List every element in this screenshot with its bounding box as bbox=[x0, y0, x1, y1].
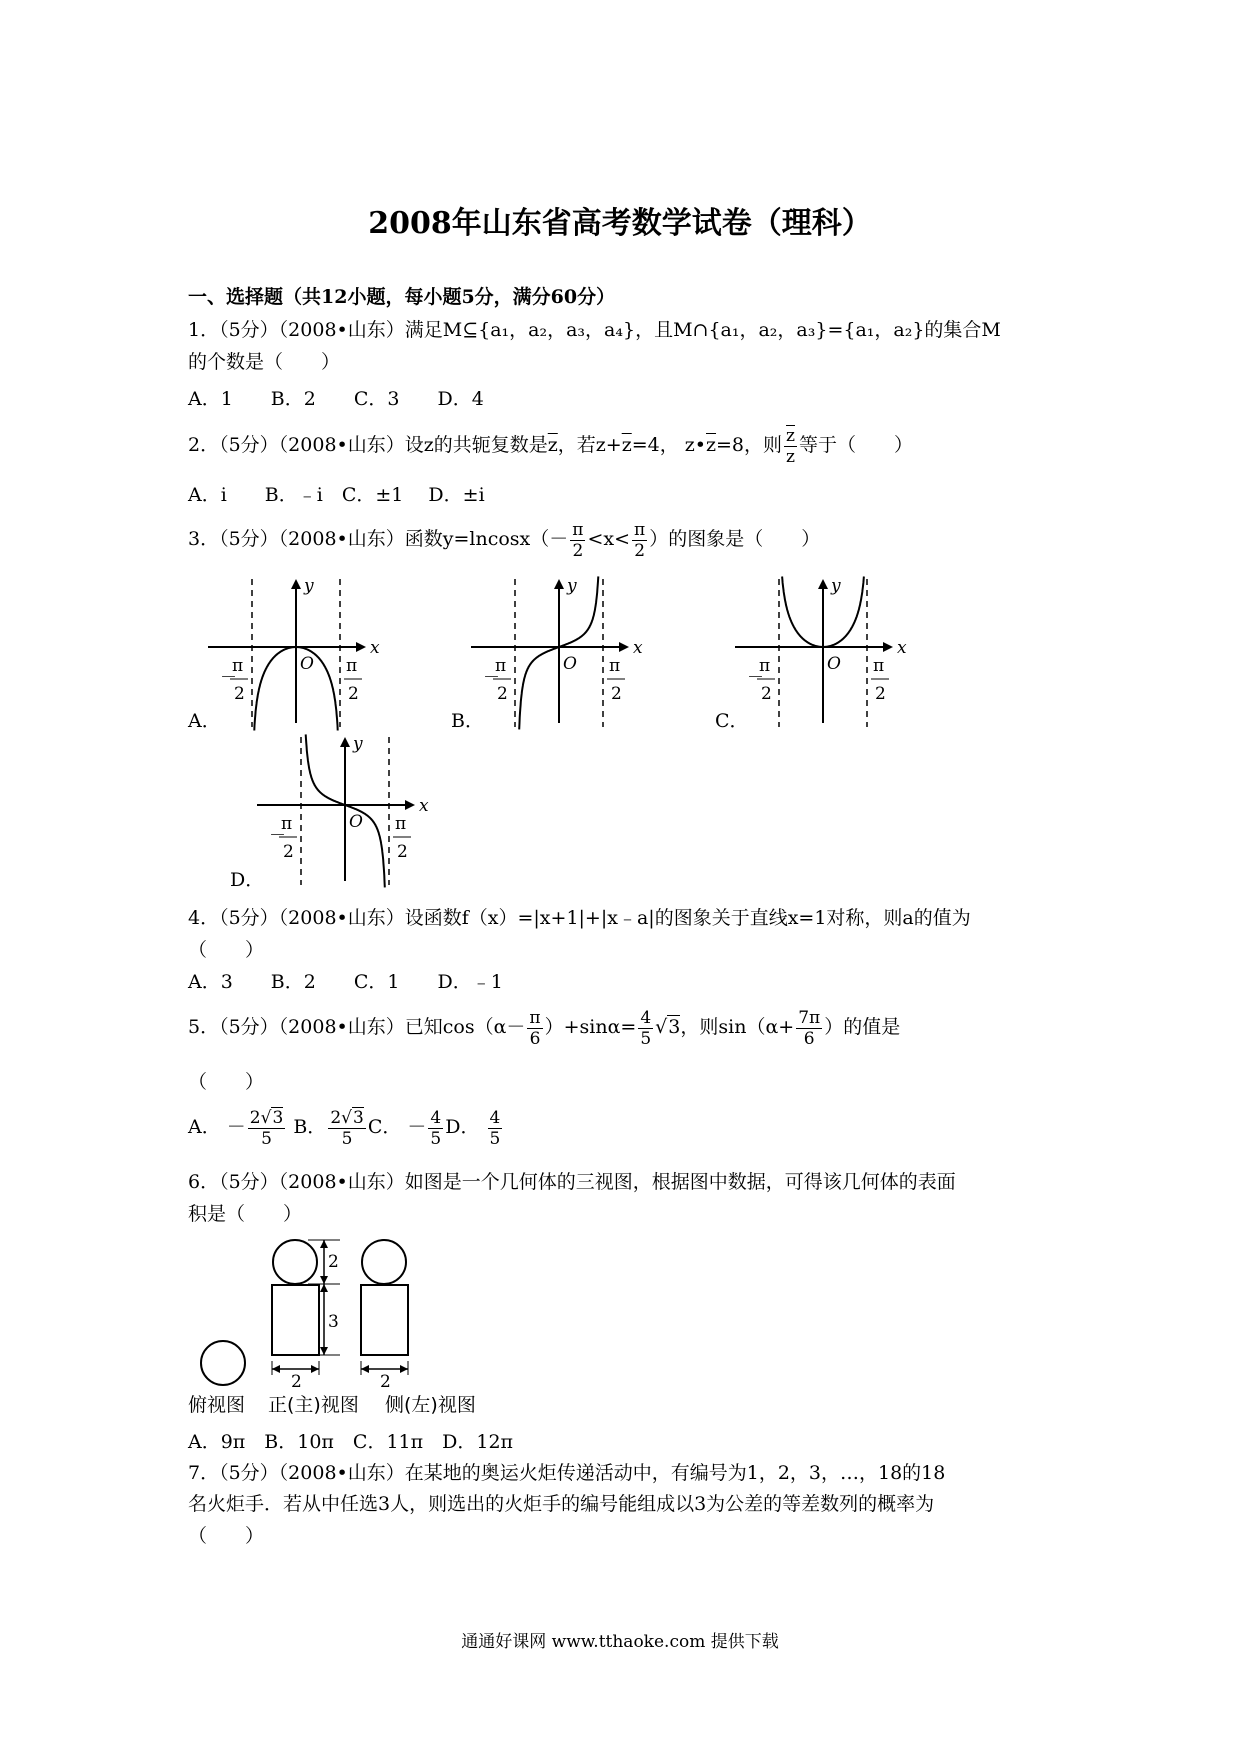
q3-graph-c bbox=[715, 575, 955, 739]
q4-line2: （ ） bbox=[188, 939, 265, 961]
q3-stem: 3．（5分）（2008•山东）函数y=lncosx（－ $\frac{\pi}{2}$ <x< $\frac{\pi}{2}$ ）的图象是（ ） bbox=[188, 519, 821, 561]
q6-options: A．9π B．10π C．11π D．12π bbox=[188, 1431, 514, 1453]
origin-label: O bbox=[563, 654, 577, 674]
neg-sign: － bbox=[220, 668, 237, 688]
q2-suffix: 等于（ ） bbox=[799, 434, 914, 456]
pi-right: π bbox=[346, 656, 358, 676]
section-heading: 一、选择题（共12小题，每小题5分，满分60分） bbox=[188, 286, 616, 308]
pi-right: π bbox=[873, 656, 885, 676]
front-view-cylinder bbox=[272, 1285, 319, 1355]
q7-line3: （ ） bbox=[188, 1525, 265, 1547]
three-views-diagram bbox=[188, 1235, 508, 1415]
x-axis-arrow bbox=[356, 642, 366, 652]
y-axis-label: y bbox=[304, 576, 314, 596]
q1-line1: 1．（5分）（2008•山东）满足M⊆{a₁，a₂，a₃，a₄}，且M∩{a₁，a₂，a₃}={a₁，a₂}的集合M bbox=[188, 319, 1001, 341]
pi-left: π bbox=[281, 814, 293, 834]
q3-label-a: A． bbox=[188, 710, 221, 732]
q3-frac-right: $\frac{\pi}{2}$ bbox=[634, 519, 646, 561]
q5-options: A． － $\frac{2√3}{5}$ B． $\frac{2√3}{5}$ C． － $\frac{4}{5}$ D． $\frac{4}{5}$ bbox=[188, 1107, 501, 1149]
y-axis-label: y bbox=[567, 576, 577, 596]
origin-label: O bbox=[349, 812, 363, 832]
pi-left: π bbox=[232, 656, 244, 676]
q3-label-c: C． bbox=[715, 710, 749, 732]
two-left: 2 bbox=[234, 684, 245, 704]
two-right: 2 bbox=[611, 684, 622, 704]
two-right: 2 bbox=[348, 684, 359, 704]
q3-label-b: B． bbox=[451, 710, 484, 732]
two-left: 2 bbox=[283, 842, 294, 862]
x-axis-arrow bbox=[405, 800, 415, 810]
q2-stem: 2．（5分）（2008•山东）设z的共轭复数是$\overline{z}$，若$z+\overline{z}=4$， $z•\overline{z}=8$，则 $\frac{\overline{z}}{z}$ 等于（ ） bbox=[188, 425, 914, 467]
pi-right: π bbox=[395, 814, 407, 834]
graph-b bbox=[451, 575, 691, 735]
y-axis-arrow bbox=[818, 579, 828, 589]
page-title: 2008年山东省高考数学试卷（理科） bbox=[368, 206, 872, 241]
q3-graph-a bbox=[188, 575, 428, 739]
pi-left: π bbox=[759, 656, 771, 676]
caption-top-view: 俯视图 bbox=[188, 1394, 246, 1416]
caption-side-view: 侧(左)视图 bbox=[385, 1394, 476, 1416]
x-axis-arrow bbox=[883, 642, 893, 652]
q5-line2: （ ） bbox=[188, 1071, 265, 1093]
q7-line2: 名火炬手．若从中任选3人，则选出的火炬手的编号能组成以3为公差的等差数列的概率为 bbox=[188, 1493, 935, 1515]
graph-d bbox=[237, 733, 477, 893]
graph-c bbox=[715, 575, 955, 735]
q3-label-d: D． bbox=[230, 869, 265, 891]
q2-fraction: $\frac{\overline{z}}{z}$ bbox=[786, 425, 795, 467]
side-view-cylinder bbox=[361, 1285, 408, 1355]
q2-mid1: ，若z+ bbox=[557, 434, 622, 456]
x-axis-arrow bbox=[619, 642, 629, 652]
q1-line2: 的个数是（ ） bbox=[188, 351, 341, 373]
front-view-sphere bbox=[273, 1240, 317, 1284]
neg-sign: － bbox=[747, 668, 764, 688]
q6-line1: 6．（5分）（2008•山东）如图是一个几何体的三视图，根据图中数据，可得该几何体的表面 bbox=[188, 1171, 956, 1193]
dim-front-w: 2 bbox=[291, 1372, 302, 1392]
q2-zbar-2: $\overline{z}$ bbox=[621, 434, 632, 456]
q2-prefix: 2．（5分）（2008•山东）设z的共轭复数是 bbox=[188, 434, 548, 456]
origin-label: O bbox=[300, 654, 314, 674]
two-right: 2 bbox=[875, 684, 886, 704]
pi-right: π bbox=[609, 656, 621, 676]
q2-zbar-3: $\overline{z}$ bbox=[706, 434, 717, 456]
two-right: 2 bbox=[397, 842, 408, 862]
q3-frac-left: $\frac{\pi}{2}$ bbox=[572, 519, 584, 561]
q4-options: A．3 B．2 C．1 D．﹣1 bbox=[188, 971, 503, 993]
dim-side-w: 2 bbox=[380, 1372, 391, 1392]
q6-line2: 积是（ ） bbox=[188, 1203, 303, 1225]
q2-mid2: =4， z bbox=[631, 434, 695, 456]
q2-zbar: $\overline{z}$ bbox=[547, 434, 558, 456]
q4-line1: 4．（5分）（2008•山东）设函数f（x）=|x+1|+|x﹣a|的图象关于直线x=1对称，则a的值为 bbox=[188, 907, 971, 929]
x-axis-label: x bbox=[897, 638, 907, 658]
x-axis-label: x bbox=[633, 638, 643, 658]
x-axis-label: x bbox=[419, 796, 429, 816]
y-axis-arrow bbox=[291, 579, 301, 589]
y-axis-label: y bbox=[831, 576, 841, 596]
graph-a bbox=[188, 575, 428, 735]
caption-front-view: 正(主)视图 bbox=[268, 1394, 359, 1416]
q2-mid3: =8，则 bbox=[716, 434, 783, 456]
y-axis-arrow bbox=[340, 737, 350, 747]
neg-sign: － bbox=[483, 668, 500, 688]
footer-source: 通通好课网 www.tthaoke.com 提供下载 bbox=[461, 1632, 779, 1652]
top-view-circle bbox=[201, 1341, 245, 1385]
q7-line1: 7．（5分）（2008•山东）在某地的奥运火炬传递活动中，有编号为1，2，3，…，18的18 bbox=[188, 1462, 946, 1484]
origin-label: O bbox=[827, 654, 841, 674]
y-axis-arrow bbox=[554, 579, 564, 589]
y-axis-label: y bbox=[353, 734, 363, 754]
side-view-sphere bbox=[362, 1240, 406, 1284]
q3-graph-b bbox=[451, 575, 691, 739]
two-left: 2 bbox=[761, 684, 772, 704]
q1-options: A．1 B．2 C．3 D．4 bbox=[188, 388, 484, 410]
neg-sign: － bbox=[269, 826, 286, 846]
q2-options: A．i B．﹣i C．±1 D．±i bbox=[188, 484, 485, 506]
dim-sphere-h: 2 bbox=[328, 1252, 339, 1272]
q5-stem: 5．（5分）（2008•山东）已知cos（α－ $\frac{\pi}{6}$ ）+sinα= $\frac{4}{5}$ √3，则sin（α+ $\frac{7\pi}{6}$ ）的值是 bbox=[188, 1007, 901, 1049]
two-left: 2 bbox=[497, 684, 508, 704]
pi-left: π bbox=[495, 656, 507, 676]
dim-cyl-h: 3 bbox=[328, 1312, 339, 1332]
q3-graph-d bbox=[237, 733, 477, 897]
x-axis-label: x bbox=[370, 638, 380, 658]
